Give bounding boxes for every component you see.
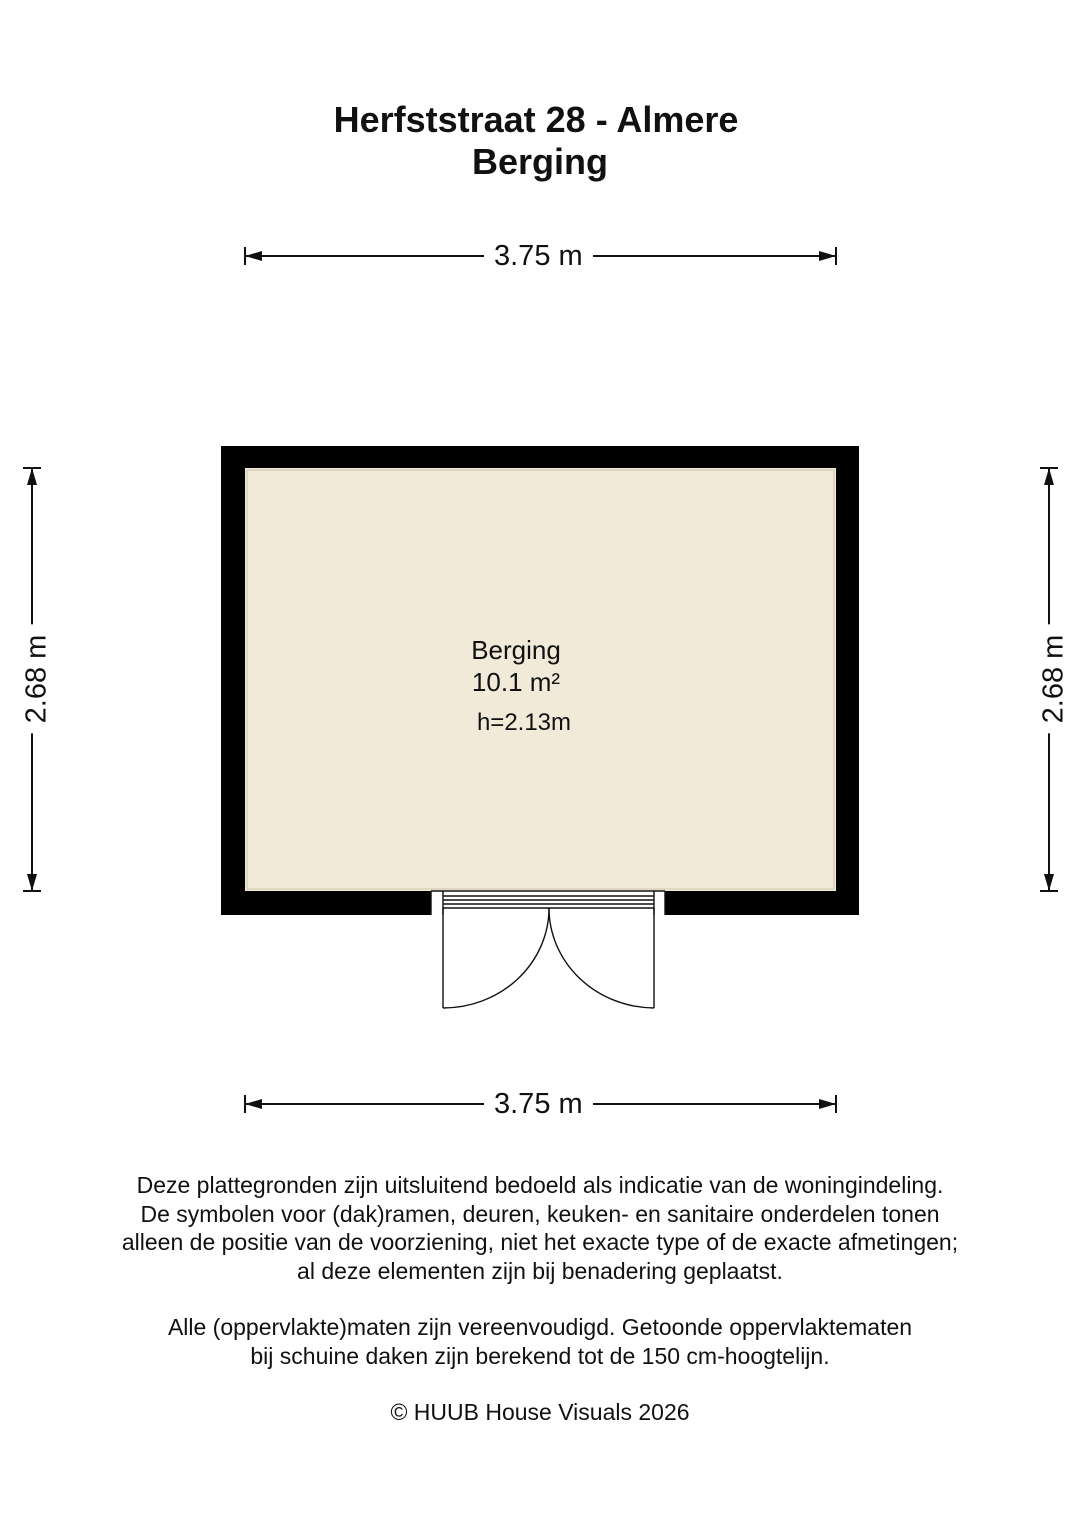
dimension-label-bottom: 3.75 m	[484, 1087, 593, 1121]
disclaimer-block	[0, 1171, 1080, 1285]
measurement-note	[0, 1313, 1080, 1370]
disclaimer-line: De symbolen voor (dak)ramen, deuren, keuken- en sanitaire onderdelen tonen	[140, 1200, 940, 1227]
disclaimer-line: al deze elementen zijn bij benadering geplaatst.	[297, 1257, 783, 1284]
plan-title: Herfststraat 28 - Almere	[333, 99, 739, 140]
dimension-label-right: 2.68 m	[1036, 625, 1070, 734]
floor-title: Berging	[471, 141, 608, 182]
copyright: © HUUB House Visuals 2026	[390, 1399, 690, 1425]
room-name-label: Berging	[471, 635, 561, 665]
room-area-label: 10.1 m²	[471, 667, 561, 697]
measurement-note-line: bij schuine daken zijn berekend tot de 150 cm-hoogtelijn.	[250, 1342, 830, 1369]
measurement-note-line: Alle (oppervlakte)maten zijn vereenvoudigd. Getoonde oppervlaktematen	[167, 1314, 913, 1340]
disclaimer-line: alleen de positie van de voorziening, niet het exacte type of de exacte afmetingen;	[121, 1229, 959, 1255]
room-height-label: h=2.13m	[476, 709, 572, 736]
dimension-label-left: 2.68 m	[19, 625, 53, 734]
dimension-label-top: 3.75 m	[484, 239, 593, 273]
disclaimer-line: Deze plattegronden zijn uitsluitend bedoeld als indicatie van de woningindeling.	[136, 1172, 944, 1198]
double-door	[431, 890, 665, 1008]
